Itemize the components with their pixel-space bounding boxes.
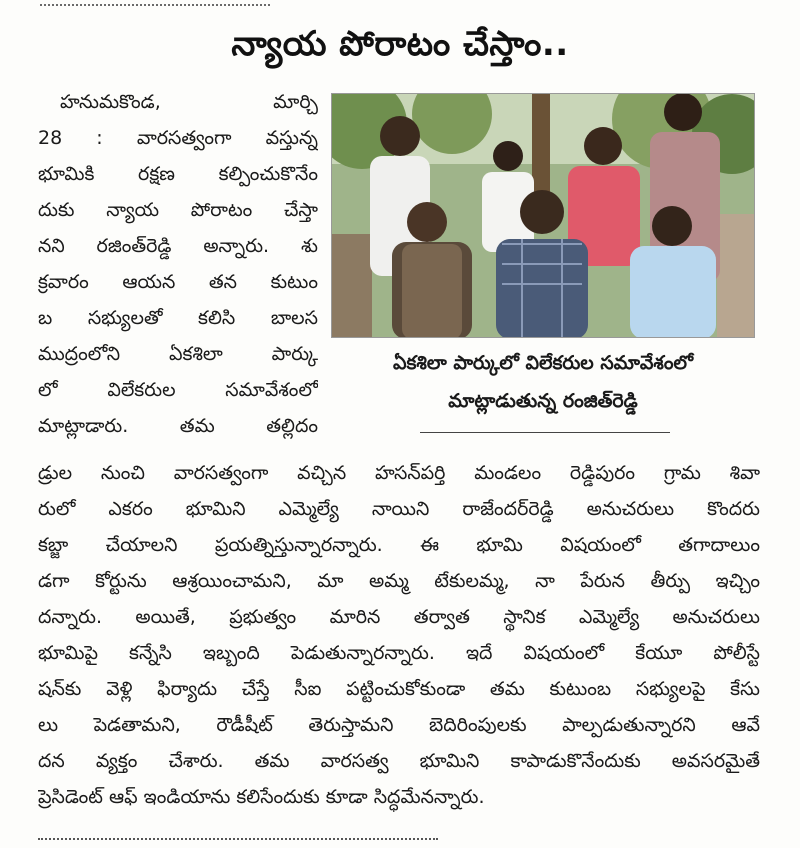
caption-line: ఏకశిలా పార్కులో విలేకరుల సమావేశంలో xyxy=(392,352,694,374)
column-line: నని రజింత్‌రెడ్డి అన్నారు. శు xyxy=(38,235,318,257)
body-line: దన వ్యక్తం చేశారు. తమ వారసత్వ భూమిని కాపాడుకొనేందుకు అవసరమైతే xyxy=(38,750,760,772)
body-line: డ్రుల నుంచి వారసత్వంగా వచ్చిన హసన్‌పర్తి మండలం రెడ్డిపురం గ్రామ శివా xyxy=(38,462,760,484)
column-line: హనుమకొండ, మార్చి xyxy=(60,91,318,113)
article-body xyxy=(38,455,760,815)
cut-off-text-strip xyxy=(38,838,438,848)
photo-caption xyxy=(331,344,755,420)
body-line: లు పెడతామని, రౌడీషీట్ తెరుస్తామని బెదిరింపులకు పాల్పడుతున్నారని ఆవే xyxy=(38,714,760,736)
headline: న్యాయ పోరాటం చేస్తాం.. xyxy=(231,24,569,64)
column-line: బ సభ్యులతో కలిసి బాలస xyxy=(38,307,318,329)
body-line: భూమిపై కన్నేసి ఇబ్బంది పెడుతున్నారన్నారు. ఇదే విషయంలో కేయూ పోలీస్టే xyxy=(38,642,760,664)
body-line: ప్రెసిడెంట్ ఆఫ్ ఇండియాను కలిసేందుకు కూడా సిద్ధమేనన్నారు. xyxy=(38,786,485,808)
column-line: ముద్రంలోని ఏకశిలా పార్కు xyxy=(38,343,318,365)
caption-divider xyxy=(420,432,670,433)
column-line: దుకు న్యాయ పోరాటం చేస్తా xyxy=(38,199,318,221)
body-line: దన్నారు. అయితే, ప్రభుత్వం మారిన తర్వాత స్థానిక ఎమ్మెల్యే అనుచరులు xyxy=(38,606,760,628)
body-line: షన్‌కు వెళ్లి ఫిర్యాదు చేస్తే సీఐ పట్టించుకోకుండా తమ కుటుంబ సభ్యులపై కేసు xyxy=(38,678,760,700)
column-line: భూమికి రక్షణ కల్పించుకొనేం xyxy=(38,163,318,185)
cut-off-text-strip xyxy=(40,0,270,6)
caption-line: మాట్లాడుతున్న రంజిత్‌రెడ్డి xyxy=(448,390,638,412)
body-line: డగా కోర్టును ఆశ్రయించామని, మా అమ్మ టేకులమ్మ, నా పేరున తీర్పు ఇచ్చిం xyxy=(38,570,760,592)
body-line: రులో ఎకరం భూమిని ఎమ్మెల్యే నాయిని రాజేందర్‌రెడ్డి అనుచరులు కొందరు xyxy=(38,498,760,520)
article-column xyxy=(38,84,318,444)
column-line: 28 : వారసత్వంగా వస్తున్న xyxy=(38,127,318,149)
press-meet-photo xyxy=(331,93,755,338)
column-line: లో విలేకరుల సమావేశంలో xyxy=(38,379,318,401)
body-line: కబ్జా చేయాలని ప్రయత్నిస్తున్నారన్నారు. ఈ భూమి విషయంలో తగాదాలుం xyxy=(38,534,760,556)
column-line: మాట్లాడారు. తమ తల్లిదం xyxy=(38,415,318,437)
column-line: క్రవారం ఆయన తన కుటుం xyxy=(38,271,318,293)
